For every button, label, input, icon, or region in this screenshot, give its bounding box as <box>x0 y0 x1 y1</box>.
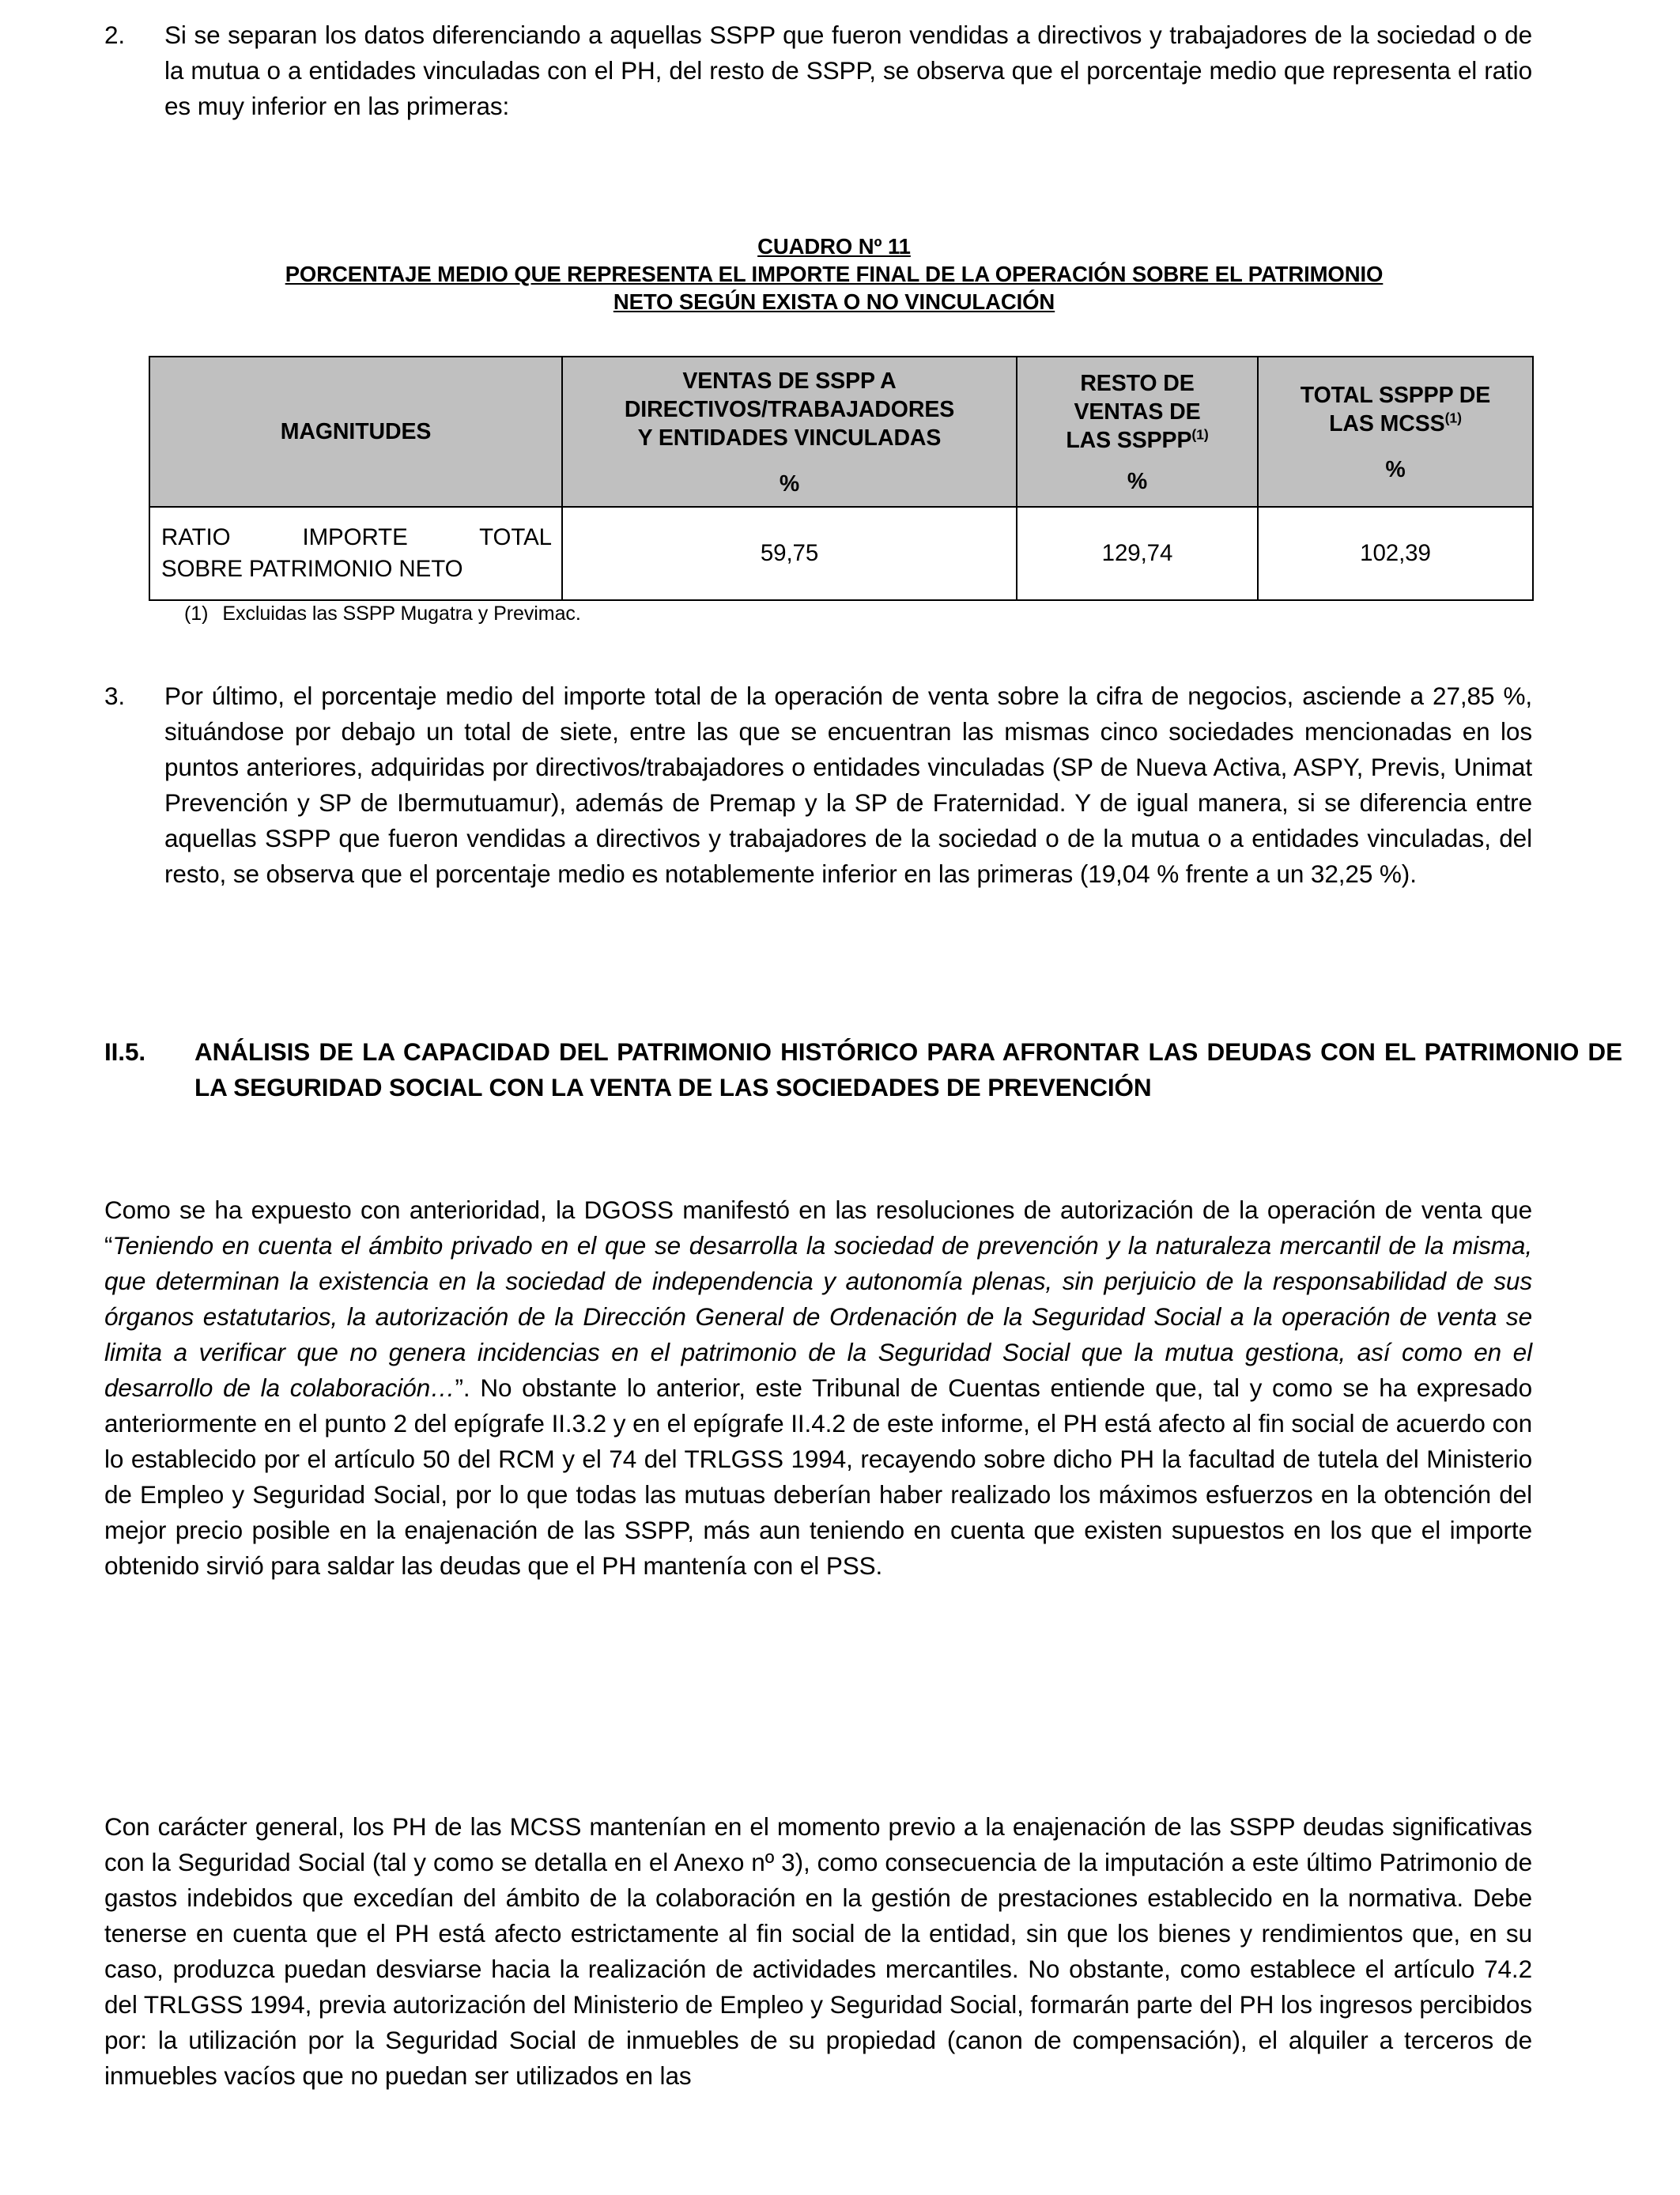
col4-unit: % <box>1385 457 1406 482</box>
section-heading-number: II.5. <box>104 1037 146 1066</box>
row-label-ratio <box>149 507 562 600</box>
cell-ventas-vinculadas: 59,75 <box>562 507 1017 600</box>
list-item-2 <box>104 17 1532 124</box>
body-paragraph-1 <box>104 1192 1532 1584</box>
numbered-paragraph <box>104 678 1532 892</box>
col3-line1: RESTO DE <box>1080 371 1195 396</box>
cell-resto-ventas: 129,74 <box>1017 507 1258 600</box>
table-header-row <box>149 357 1533 507</box>
paragraph-2-text: Con carácter general, los PH de las MCSS mantenían en el momento previo a la enajenación de las SSPP deudas significativas con la Seguridad Social (tal y como se detalla en el Anexo nº 3), como consecuencia de la imputación a este último Patrimonio de gastos indebidos que excedían del ámbito de la colaboración en la gestión de prestaciones establecido en la normativa. Debe tenerse en cuenta que el PH está afecto estrictamente al fin social de la entidad, sin que los bienes y rendimientos que, en su caso, produzca puedan desviarse hacia la realización de actividades mercantiles. No obstante, como establece el artículo 74.2 del TRLGSS 1994, previa autorización del Ministerio de Empleo y Seguridad Social, formarán parte del PH los ingresos percibidos por: la utilización por la Seguridad Social de inmuebles de su propiedad (canon de compensación), el alquiler a terceros de inmuebles vacíos que no puedan ser utilizados en las <box>104 1812 1532 2090</box>
cuadro-11-table <box>149 356 1534 601</box>
table-header <box>149 357 1533 507</box>
section-heading-ii5 <box>104 1034 1622 1105</box>
col-header-resto-ventas <box>1017 357 1258 507</box>
col2-line2: DIRECTIVOS/TRABAJADORES <box>624 397 955 422</box>
table-caption-label: CUADRO Nº 11 <box>757 234 911 259</box>
col2-line3: Y ENTIDADES VINCULADAS <box>637 425 942 451</box>
section-heading-text: ANÁLISIS DE LA CAPACIDAD DEL PATRIMONIO HISTÓRICO PARA AFRONTAR LAS DEUDAS CON EL PATRIMONIO DE LA SEGURIDAD SOCIAL CON LA VENTA DE LAS SOCIEDADES DE PREVENCIÓN <box>194 1037 1622 1101</box>
table-caption <box>134 233 1534 315</box>
paragraph-1-part-1: Como se ha expuesto con anterioridad, la DGOSS manifestó en las resoluciones de autorización de la operación de venta que “ <box>104 1196 1532 1260</box>
footnote-text: Excluidas las SSPP Mugatra y Previmac. <box>222 603 581 625</box>
table-footnote <box>184 601 1291 626</box>
list-text: Por último, el porcentaje medio del importe total de la operación de venta sobre la cifra de negocios, asciende a 27,85 %, situándose por debajo un total de siete, entre las que se encuentran las mismas cinco sociedades mencionadas en los puntos anteriores, adquiridas por directivos/trabajadores o entidades vinculadas (SP de Nueva Activa, ASPY, Previs, Unimat Prevención y SP de Ibermutuamur), además de Premap y la SP de Fraternidad. Y de igual manera, si se diferencia entre aquellas SSPP que fueron vendidas a directivos y trabajadores de la sociedad o de la mutua o a entidades vinculadas, del resto, se observa que el porcentaje medio es notablemente inferior en las primeras (19,04 % frente a un 32,25 %). <box>164 682 1532 888</box>
body-paragraph-2 <box>104 1809 1532 2094</box>
table-body <box>149 507 1533 600</box>
table-caption-title-line1: PORCENTAJE MEDIO QUE REPRESENTA EL IMPORTE FINAL DE LA OPERACIÓN SOBRE EL PATRIMONIO <box>285 262 1384 286</box>
list-item-3 <box>104 678 1532 892</box>
col3-footnote-mark: (1) <box>1191 426 1209 443</box>
cell-total-ssppp: 102,39 <box>1258 507 1533 600</box>
col3-line3: LAS SSPPP <box>1066 428 1192 453</box>
col3-unit: % <box>1127 469 1148 494</box>
col-header-magnitudes-label: MAGNITUDES <box>280 419 432 444</box>
list-number: 3. <box>104 682 126 710</box>
col3-line2: VENTAS DE <box>1074 399 1201 425</box>
numbered-paragraph <box>104 17 1532 124</box>
col4-line2: LAS MCSS <box>1329 411 1445 436</box>
col-header-ventas-vinculadas <box>562 357 1017 507</box>
col4-line1: TOTAL SSPPP DE <box>1300 383 1491 408</box>
col4-footnote-mark: (1) <box>1444 410 1462 426</box>
footnote-number: (1) <box>184 603 209 625</box>
col-header-magnitudes <box>149 357 562 507</box>
col-header-total-ssppp <box>1258 357 1533 507</box>
list-number: 2. <box>104 21 126 49</box>
paragraph-1-part-2: ”. No obstante lo anterior, este Tribunal de Cuentas entiende que, tal y como se ha expresado anteriormente en el punto 2 del epígrafe II.3.2 y en el epígrafe II.4.2 de este informe, el PH está afecto al fin social de acuerdo con lo establecido por el artículo 50 del RCM y el 74 del TRLGSS 1994, recayendo sobre dicho PH la facultad de tutela del Ministerio de Empleo y Seguridad Social, por lo que todas las mutuas deberían haber realizado los máximos esfuerzos en la obtención del mejor precio posible en la enajenación de las SSPP, más aun teniendo en cuenta que existen supuestos en los que el importe obtenido sirvió para saldar las deudas que el PH mantenía con el PSS. <box>104 1373 1533 1580</box>
row-label-line2: SOBRE PATRIMONIO NETO <box>161 556 463 582</box>
table-row <box>149 507 1533 600</box>
list-text: Si se separan los datos diferenciando a aquellas SSPP que fueron vendidas a directivos y trabajadores de la sociedad o de la mutua o a entidades vinculadas con el PH, del resto de SSPP, se observa que el porcentaje medio que representa el ratio es muy inferior en las primeras: <box>164 21 1532 120</box>
paragraph-1-quote: Teniendo en cuenta el ámbito privado en el que se desarrolla la sociedad de prevención y la naturaleza mercantil de la misma, que determinan la existencia en la sociedad de independencia y autonomía plenas, sin perjuicio de la responsabilidad de sus órganos estatutarios, la autorización de la Dirección General de Ordenación de la Seguridad Social a la operación de venta se limita a verificar que no genera incidencias en el patrimonio de la Seguridad Social que la mutua gestiona, así como en el desarrollo de la colaboración… <box>104 1231 1532 1402</box>
row-label-line1: RATIO IMPORTE TOTAL <box>161 524 552 550</box>
table-caption-title-line2: NETO SEGÚN EXISTA O NO VINCULACIÓN <box>613 289 1055 314</box>
col2-unit: % <box>779 471 800 497</box>
col2-line1: VENTAS DE SSPP A <box>682 368 897 394</box>
